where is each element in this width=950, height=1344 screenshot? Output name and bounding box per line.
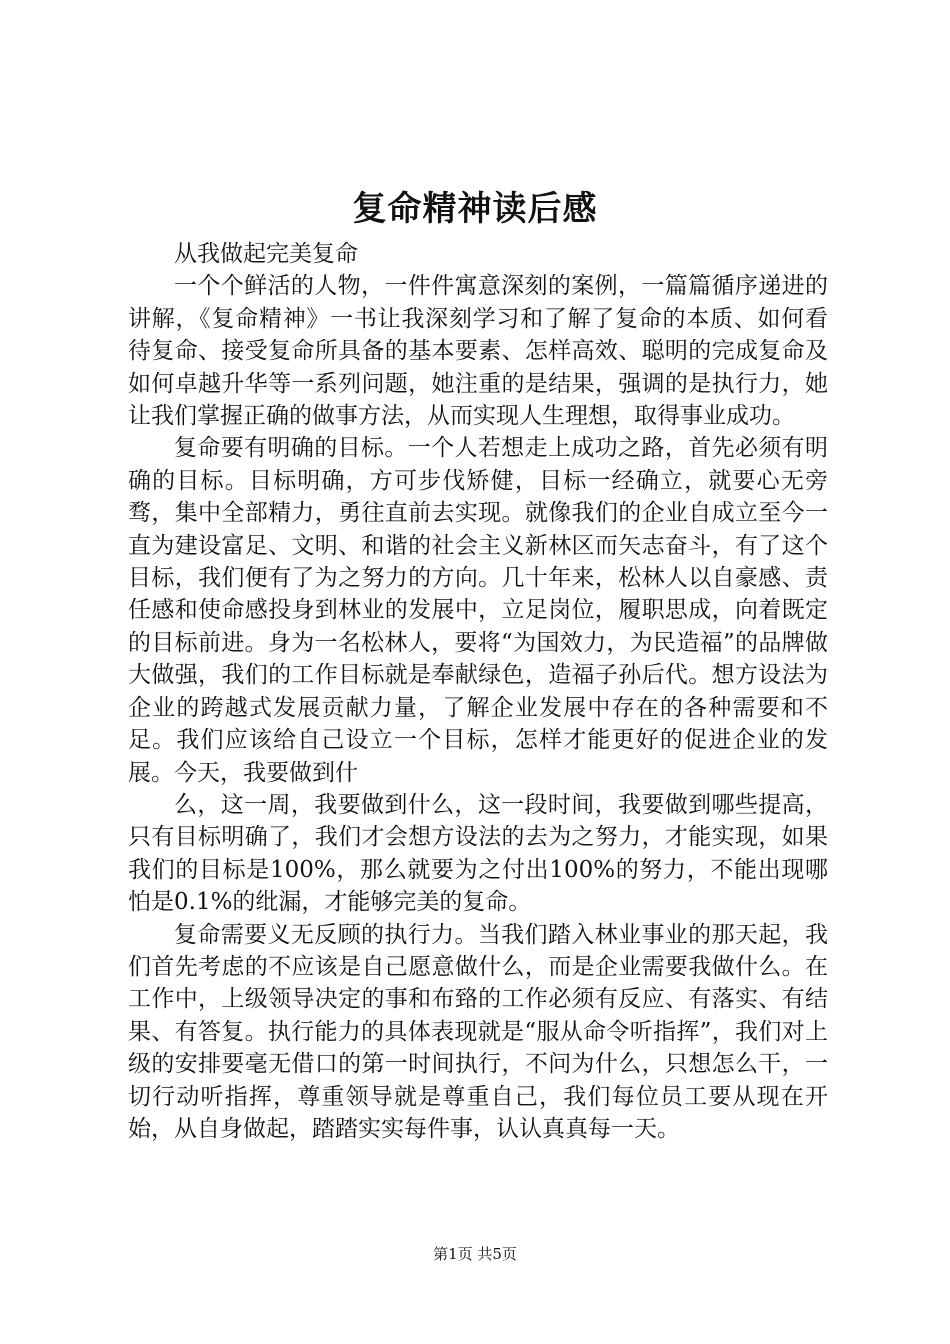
document-body <box>128 238 828 1145</box>
document-title: 复命精神读后感 <box>352 189 598 229</box>
paragraph-goal-continued: 么，这一周，我要做到什么，这一段时间，我要做到哪些提高，只有目标明确了，我们才会想方设法的去为之努力，才能实现，如果我们的目标是100%，那么就要为之付出100%的努力，不能出现哪怕是0.1%的纰漏，才能够完美的复命。 <box>128 791 828 916</box>
paragraph-execution: 复命需要义无反顾的执行力。当我们踏入林业事业的那天起，我们首先考虑的不应该是自己愿意做什么，而是企业需要我做什么。在工作中，上级领导决定的事和布臵的工作必须有反应、有落实、有结果、有答复。执行能力的具体表现就是“服从命令听指挥”，我们对上级的安排要毫无借口的第一时间执行，不问为什么，只想怎么干，一切行动听指挥，尊重领导就是尊重自己，我们每位员工要从现在开始，从自身做起，踏踏实实每件事，认认真真每一天。 <box>128 921 828 1142</box>
paragraph-clear-goal: 复命要有明确的目标。一个人若想走上成功之路，首先必须有明确的目标。目标明确，方可步伐矫健，目标一经确立，就要心无旁骛，集中全部精力，勇往直前去实现。就像我们的企业自成立至今一直为建设富足、文明、和谐的社会主义新林区而矢志奋斗，有了这个目标，我们便有了为之努力的方向。几十年来，松林人以自豪感、责任感和使命感投身到林业的发展中，立足岗位，履职思成，向着既定的目标前进。身为一名松林人，要将“为国效力，为民造福”的品牌做大做强，我们的工作目标就是奉献绿色，造福子孙后代。想方设法为企业的跨越式发展贡献力量，了解企业发展中存在的各种需要和不足。我们应该给自己设立一个目标，怎样才能更好的促进企业的发展。今天，我要做到什 <box>128 435 828 786</box>
paragraph-intro: 一个个鲜活的人物，一件件寓意深刻的案例，一篇篇循序递进的讲解，《复命精神》一书让我深刻学习和了解了复命的本质、如何看待复命、接受复命所具备的基本要素、怎样高效、聪明的完成复命及如何卓越升华等一系列问题，她注重的是结果，强调的是执行力，她让我们掌握正确的做事方法，从而实现人生理想，取得事业成功。 <box>128 273 828 430</box>
page-footer: 第1页 共5页 <box>433 1245 517 1263</box>
paragraph-subtitle: 从我做起完美复命 <box>174 241 358 267</box>
